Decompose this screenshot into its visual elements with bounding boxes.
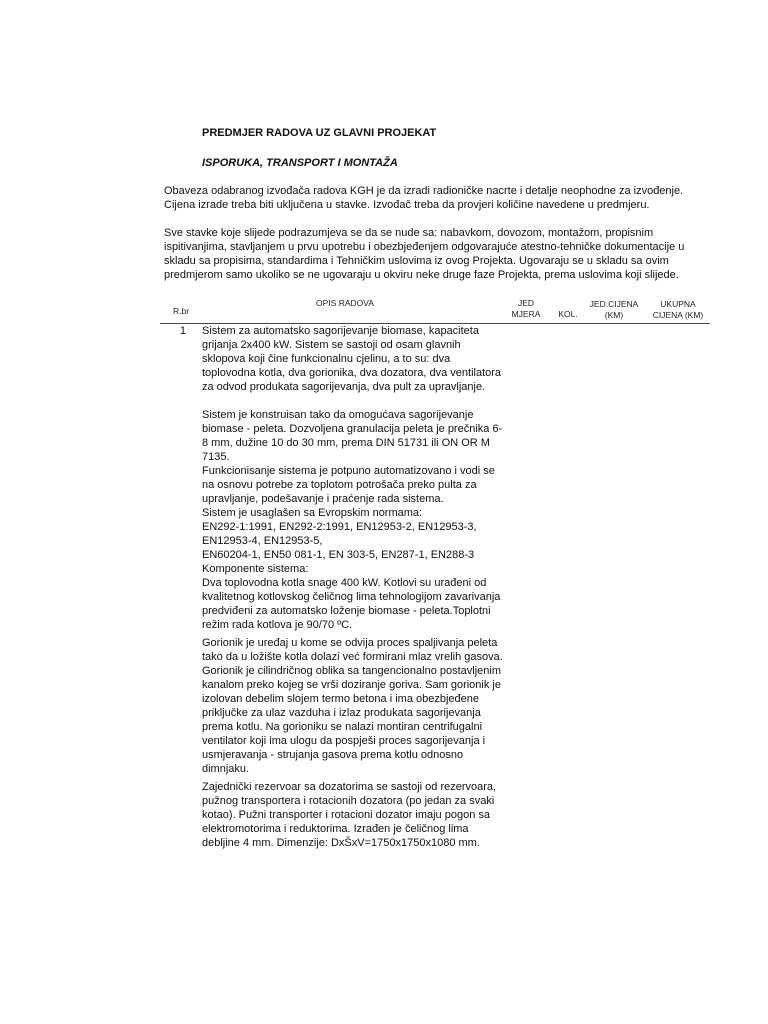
description-paragraph: Sistem je usaglašen sa Evropskim normama: [202, 507, 423, 519]
intro-paragraph: Sve stavke koje slijede podrazumjeva se da se nude sa: nabavkom, dovozom, montažom, propisnim ispitivanjima, stavljanjem u prvu upotrebu i obezbjeđenjem odgovarajuće atestno-tehničke dokumentacije u skladu sa propisima, standardima i Tehničkim uslovima iz ovog Projekta. Ugovaraju se u skladu sa ovim predmjerom samo ukoliko se ne ugovaraju u okviru neke druge faze Projekta, prema uslovima koji slijede. [164, 227, 685, 281]
row-description [202, 324, 504, 850]
description-paragraph: Sistem je konstruisan tako da omogućava sagorijevanje biomase - peleta. Dozvoljena granulacija peleta je prečnika 6-8 mm, dužine 10 do 30 mm, prema DIN 51731 ili ON OR M 7135. [202, 409, 503, 463]
description-paragraph: Dva toplovodna kotla snage 400 kW. Kotlovi su urađeni od kvalitetnog kotlovskog čeličnog lima tehnologijom zavarivanja predviđeni za automatsko loženje biomase - peleta.Toplotni režim rada kotlova je 90/70 ºC. [202, 577, 501, 631]
description-paragraph: EN60204-1, EN50 081-1, EN 303-5, EN287-1, EN288-3 [202, 549, 475, 561]
header-kol: KOL. [558, 309, 578, 319]
description-paragraph: Sistem za automatsko sagorijevanje biomase, kapaciteta grijanja 2x400 kW. Sistem se sastoji od osam glavnih sklopova koji čine funkcionalnu cjelinu, a to su: dva toplovodna kotla, dva gorionika, dva dozatora, dva ventilatora za odvod produkata sagorijevanja, dva pult za upravljanje. [202, 325, 502, 393]
row-number: 1 [179, 325, 186, 337]
description-paragraph: Gorionik je uređaj u kome se odvija proces spaljivanja peleta tako da u ložište kotla dolazi već formirani mlaz vrelih gasova. Gorionik je cilindričnog oblika sa tangencionalno postavljenim kanalom preko kojeg se vrši doziranje goriva. Sam gorionik je izolovan debelim slojem termo betona i ima obezbjeđene priključke za ulaz vazduha i izlaz produkata sagorijevanja prema kotlu. Na gorioniku se nalazi montiran centrifugalni ventilator koji ima ulogu da pospješi proces sagorijevanja i usmjeravanja - strujanja gasova prema kotlu odnosno dimnjaku. [202, 637, 503, 775]
description-paragraph: Funkcionisanje sistema je potpuno automatizovano i vodi se na osnovu potrebe za toplotom potrošača preko pulta za upravljanje, podešavanje i praćenje rada sistema. [202, 465, 495, 505]
header-jed-cijena: JED.CIJENA (KM) [589, 299, 639, 320]
document-subtitle: ISPORUKA, TRANSPORT I MONTAŽA [202, 157, 398, 169]
description-paragraph: Zajednički rezervoar sa dozatorima se sastoji od rezervoara, pužnog transportera i rotacionih dozatora (po jedan za svaki kotao). Pužni transporter i rotacioni dozator imaju pogon sa elektromotorima i reduktorima. Izrađen je čeličnog lima debljine 4 mm. Dimenzije: DxŠxV=1750x1750x1080 mm. [202, 781, 497, 849]
header-ukupna-cijena: UKUPNA CIJENA (KM) [652, 299, 704, 320]
description-paragraph: EN292-1:1991, EN292-2:1991, EN12953-2, EN12953-3, EN12953-4, EN12953-5, [202, 521, 477, 547]
header-rbr: R.br [172, 306, 190, 316]
description-paragraph: Komponente sistema: [202, 563, 309, 575]
intro-paragraph: Obaveza odabranog izvođača radova KGH je da izradi radioničke nacrte i detalje neophodne za izvođenje. Cijena izrade treba biti uključena u stavke. Izvođač treba da provjeri količine navedene u predmjeru. [164, 185, 684, 211]
header-jed-mjera: JED MJERA [511, 298, 541, 319]
header-opis-radova: OPIS RADOVA [316, 298, 374, 308]
document-title: PREDMJER RADOVA UZ GLAVNI PROJEKAT [202, 127, 437, 139]
